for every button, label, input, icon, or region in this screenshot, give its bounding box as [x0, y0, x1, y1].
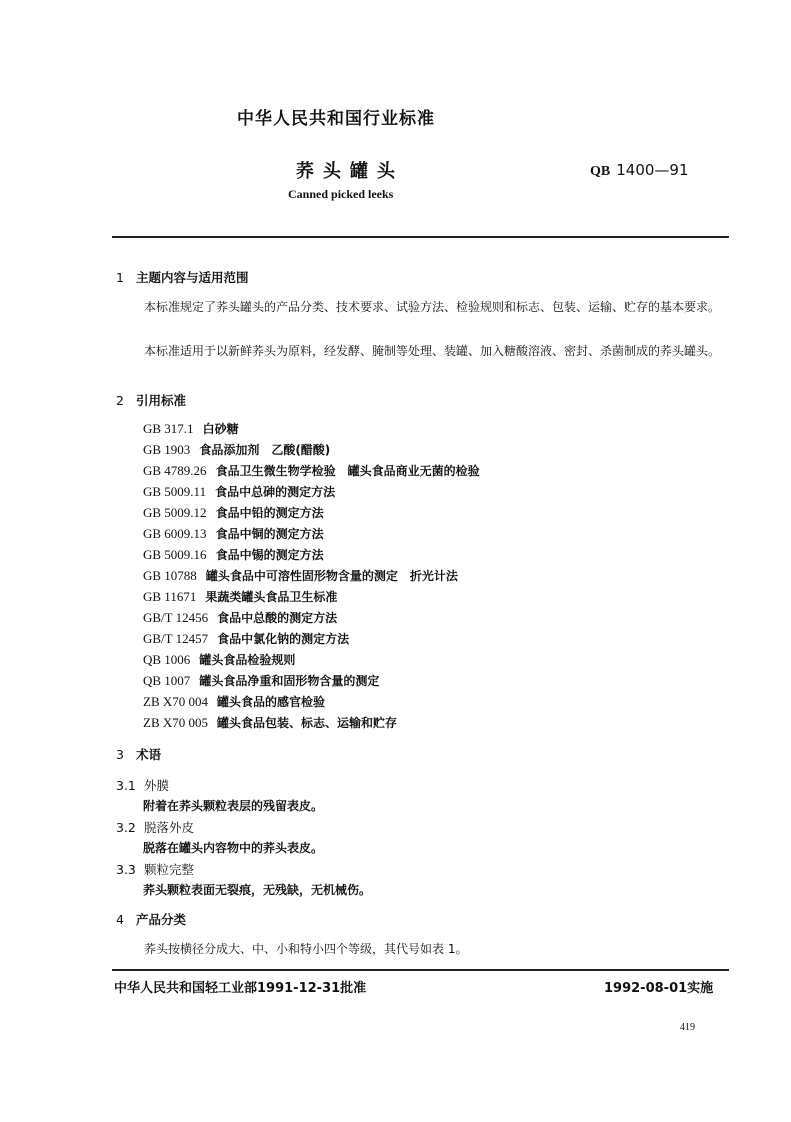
reference-item: GB 1903 食品添加剂 乙酸(醋酸) — [143, 442, 331, 457]
reference-item: GB 5009.16 食品中锡的测定方法 — [143, 547, 324, 562]
term-heading: 3.2 脱落外皮 — [116, 820, 195, 835]
section-number: 4 — [116, 912, 124, 927]
reference-item: ZB X70 004 罐头食品的感官检验 — [143, 694, 326, 709]
bottom-divider — [112, 969, 729, 971]
section-1-heading — [116, 268, 249, 286]
term-definition: 脱落在罐头内容物中的荞头表皮。 — [143, 841, 324, 855]
section-4-paragraph-1: 荞头按横径分成大、中、小和特小四个等级，其代号如表 1。 — [144, 942, 468, 956]
reference-item: GB 5009.11 食品中总砷的测定方法 — [143, 484, 336, 499]
section-2-heading — [116, 391, 186, 409]
code-prefix: QB — [590, 164, 611, 179]
section-1-paragraph-2: 本标准适用于以新鲜荞头为原料，经发酵、腌制等处理、装罐、加入糖酸溶液、密封、杀菌制成的荞头罐头。 — [144, 344, 721, 358]
reference-item: GB 5009.12 食品中铅的测定方法 — [143, 505, 324, 520]
reference-item: GB 6009.13 食品中铜的测定方法 — [143, 526, 324, 541]
term-definition: 荞头颗粒表面无裂痕，无残缺，无机械伤。 — [143, 883, 372, 897]
reference-item: QB 1006 罐头食品检验规则 — [143, 652, 296, 667]
section-title: 引用标准 — [136, 393, 187, 408]
section-number: 2 — [116, 393, 124, 408]
section-4-heading — [116, 910, 186, 928]
term-heading: 3.1 外膜 — [116, 778, 170, 793]
reference-item: GB 317.1 白砂糖 — [143, 421, 239, 436]
effective-date: 1992-08-01实施 — [604, 981, 714, 996]
reference-item: GB/T 12456 食品中总酸的测定方法 — [143, 610, 338, 625]
reference-item: GB 10788 罐头食品中可溶性固形物含量的测定 折光计法 — [143, 568, 458, 583]
section-title: 产品分类 — [136, 912, 187, 927]
standard-organization: 中华人民共和国行业标准 — [237, 109, 435, 129]
section-title: 主题内容与适用范围 — [136, 270, 249, 285]
section-number: 1 — [116, 270, 124, 285]
section-number: 3 — [116, 747, 124, 762]
approval-statement: 中华人民共和国轻工业部1991-12-31批准 — [114, 981, 367, 996]
reference-item: GB/T 12457 食品中氯化钠的测定方法 — [143, 631, 350, 646]
term-definition: 附着在荞头颗粒表层的残留表皮。 — [143, 799, 324, 813]
code-number: 1400—91 — [616, 161, 689, 179]
page-number: 419 — [680, 1022, 695, 1033]
document-title-en: Canned picked leeks — [288, 187, 394, 201]
section-title: 术语 — [136, 747, 162, 762]
document-title-cn: 荞头罐头 — [296, 161, 404, 182]
section-1-paragraph-1: 本标准规定了荞头罐头的产品分类、技术要求、试验方法、检验规则和标志、包装、运输、贮存的基本要求。 — [144, 300, 721, 314]
reference-item: ZB X70 005 罐头食品包装、标志、运输和贮存 — [143, 715, 398, 730]
section-3-heading — [116, 745, 161, 763]
reference-item: GB 4789.26 食品卫生微生物学检验 罐头食品商业无菌的检验 — [143, 463, 480, 478]
standard-code — [590, 161, 689, 180]
reference-item: QB 1007 罐头食品净重和固形物含量的测定 — [143, 673, 380, 688]
term-heading: 3.3 颗粒完整 — [116, 862, 195, 877]
top-divider — [112, 236, 729, 238]
reference-item: GB 11671 果蔬类罐头食品卫生标准 — [143, 589, 338, 604]
